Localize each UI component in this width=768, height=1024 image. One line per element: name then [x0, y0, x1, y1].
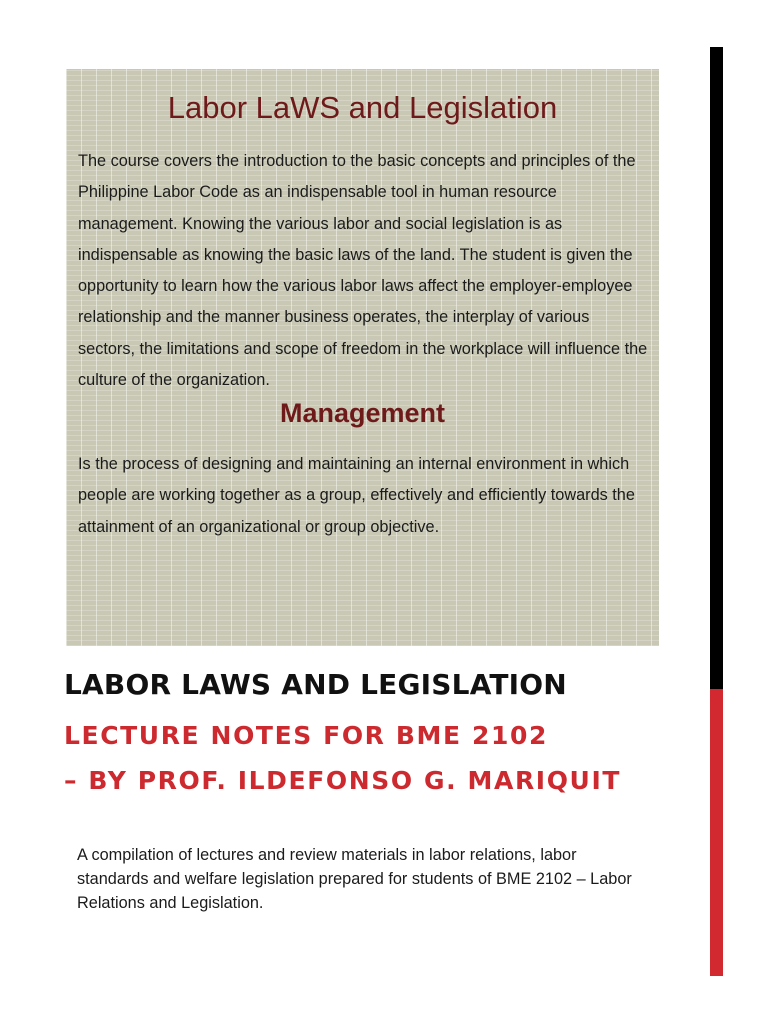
panel-subtitle: Management: [279, 398, 446, 428]
panel-title: Labor LaWS and Legislation: [167, 90, 558, 125]
document-subtitle-line2: – BY PROF. ILDEFONSO G. MARIQUIT: [64, 766, 622, 795]
cover-panel: [66, 69, 659, 646]
side-bar-black: [710, 47, 723, 689]
course-description: The course covers the introduction to the basic concepts and principles of the Philippine Labor Code as an indispensable tool in human resource management. Knowing the various labor and social legislation is as indispensable as knowing the basic laws of the land. The student is given the opportunity to learn how the various labor laws affect the employer-employee relationship and the manner business operates, the interplay of various sectors, the limitations and scope of freedom in the workplace will influence the culture of the organization.: [78, 152, 648, 390]
document-description: A compilation of lectures and review materials in labor relations, labor standards and welfare legislation prepared for students of BME 2102 – Labor Relations and Legislation.: [77, 846, 632, 912]
side-bar-red: [710, 689, 723, 976]
document-subtitle-line1: LECTURE NOTES FOR BME 2102: [64, 721, 548, 750]
management-definition: Is the process of designing and maintaining an internal environment in which people are working together as a group, effectively and efficiently towards the attainment of an organizational or group objective.: [78, 455, 635, 536]
document-title: LABOR LAWS AND LEGISLATION: [64, 668, 567, 701]
